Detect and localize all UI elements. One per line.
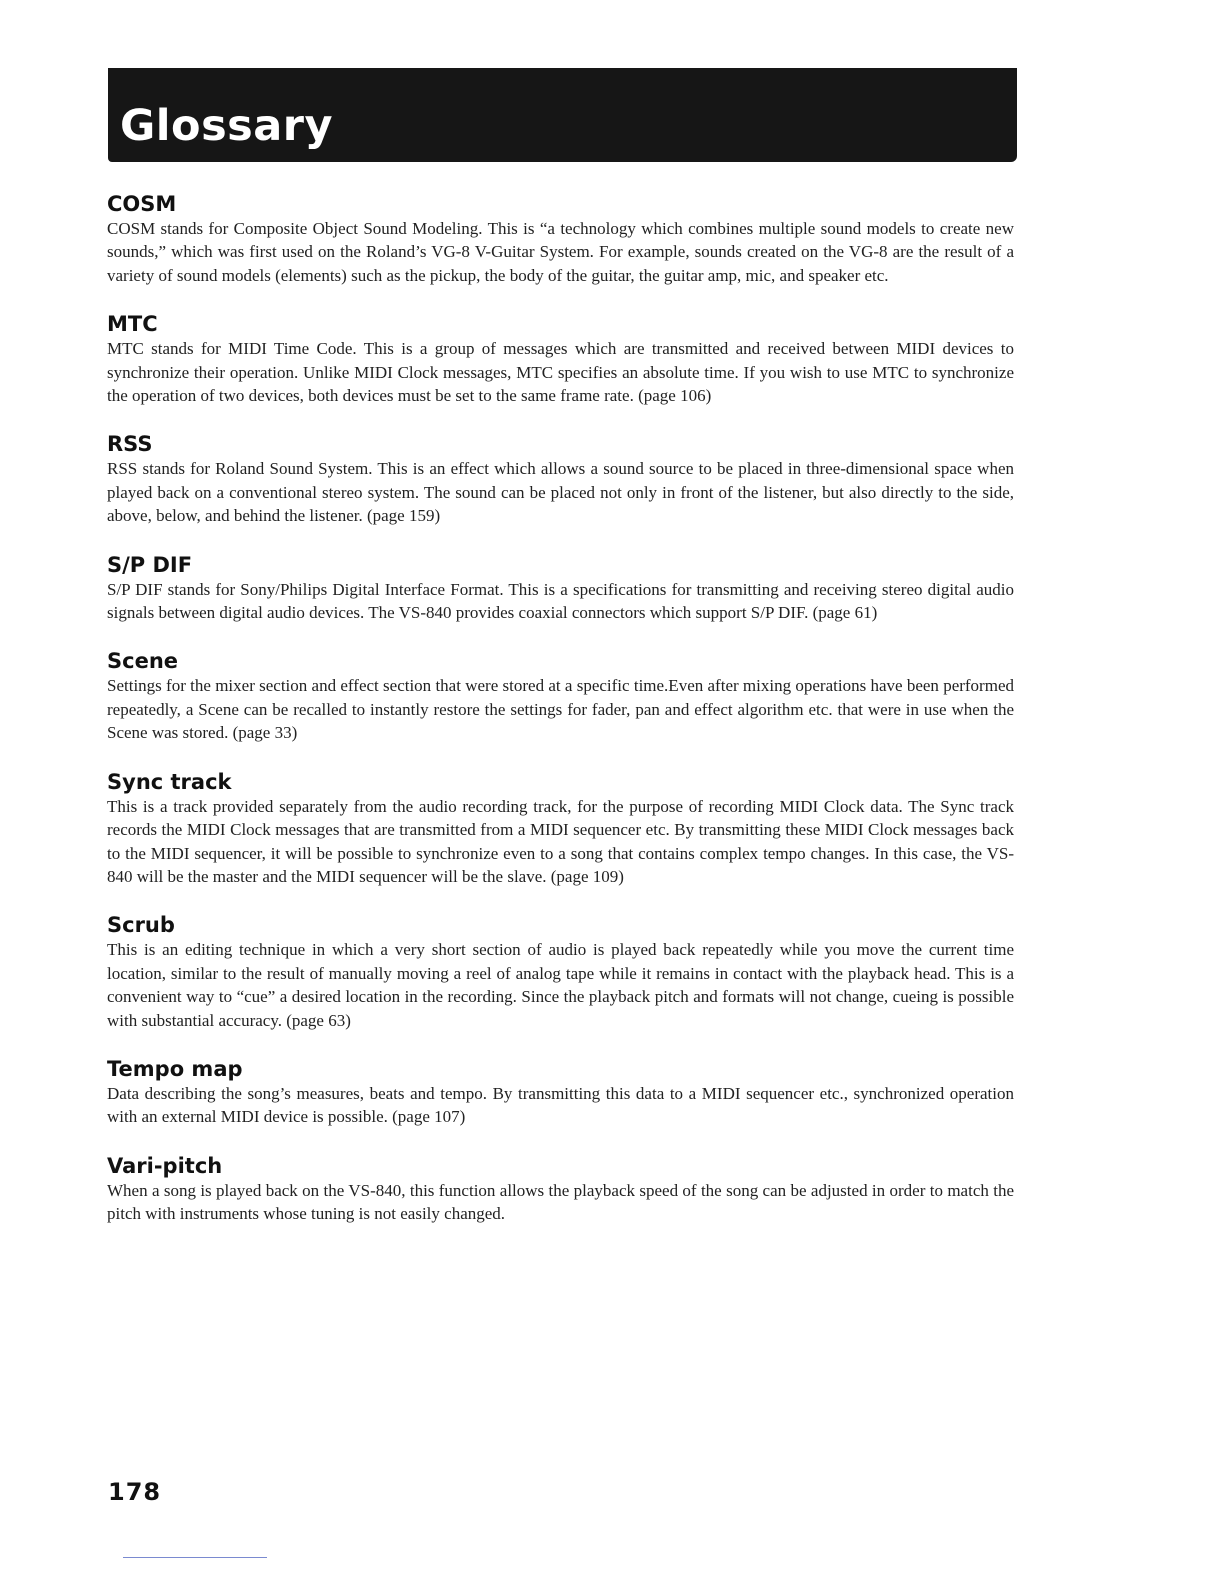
entry-definition: This is a track provided separately from the audio recording track, for the purpose of recording MIDI Clock data. The Sync track records the MIDI Clock messages that are transmitted from a MIDI sequencer etc. By transmitting these MIDI Clock messages back to the MIDI sequencer, it will be possible to synchronize even to a song that contains complex tempo changes. In this case, the VS-840 will be the master and the MIDI sequencer will be the slave. (page 109): [107, 796, 1014, 886]
glossary-entry-mtc: [107, 311, 1014, 407]
glossary-entry-rss: [107, 431, 1014, 527]
entry-definition: S/P DIF stands for Sony/Philips Digital Interface Format. This is a specifications for transmitting and receiving stereo digital audio signals between digital audio devices. The VS-840 provides coaxial connectors which support S/P DIF. (page 61): [107, 579, 1014, 623]
entry-term: Vari-pitch: [107, 1153, 223, 1178]
entry-term: COSM: [107, 192, 177, 216]
title-bar: [108, 68, 1017, 162]
glossary-entry-tempo-map: [107, 1056, 1014, 1129]
glossary-entry-cosm: [107, 191, 1014, 287]
entry-term: S/P DIF: [107, 552, 193, 577]
entry-term: Scrub: [107, 913, 175, 938]
glossary-entry-vari-pitch: [107, 1153, 1014, 1226]
entry-definition: Data describing the song’s measures, beats and tempo. By transmitting this data to a MIDI sequencer etc., synchronized operation with an external MIDI device is possible. (page 107): [107, 1083, 1014, 1127]
footer-rule: [123, 1557, 267, 1558]
entry-definition: When a song is played back on the VS-840, this function allows the playback speed of the song can be adjusted in order to match the pitch with instruments whose tuning is not easily changed.: [107, 1180, 1014, 1224]
entry-term: Tempo map: [107, 1056, 243, 1081]
glossary-entry-scene: [107, 648, 1014, 744]
entry-term: Scene: [107, 649, 179, 674]
entry-definition: This is an editing technique in which a very short section of audio is played back repeatedly while you move the current time location, similar to the result of manually moving a reel of analog tape while it remains in contact with the playback head. This is a convenient way to “cue” a desired location in the recording. Since the playback pitch and formats will not change, cueing is possible with substantial accuracy. (page 63): [107, 940, 1014, 1030]
entry-definition: Settings for the mixer section and effect section that were stored at a specific time.Even after mixing operations have been performed repeatedly, a Scene can be recalled to instantly restore the settings for fader, pan and effect algorithm etc. that were in use when the Scene was stored. (page 33): [107, 676, 1014, 743]
entry-term: RSS: [107, 432, 153, 457]
entry-definition: RSS stands for Roland Sound System. This is an effect which allows a sound source to be placed in three-dimensional space when played back on a conventional stereo system. The sound can be placed not only in front of the listener, but also directly to the side, above, below, and behind the listener. (page 159): [107, 459, 1014, 526]
entry-term: Sync track: [107, 769, 232, 794]
entry-term: MTC: [107, 312, 158, 337]
page-title: Glossary: [120, 101, 334, 151]
glossary-entry-sync-track: [107, 769, 1014, 889]
glossary-entry-spdif: [107, 552, 1014, 625]
entry-definition: COSM stands for Composite Object Sound Modeling. This is “a technology which combines multiple sound models to create new sounds,” which was first used on the Roland’s VG-8 V-Guitar System. For example, sounds created on the VG-8 are the result of a variety of sound models (elements) such as the pickup, the body of the guitar, the guitar amp, mic, and speaker etc.: [107, 219, 1014, 285]
entry-definition: MTC stands for MIDI Time Code. This is a group of messages which are transmitted and received between MIDI devices to synchronize their operation. Unlike MIDI Clock messages, MTC specifies an absolute time. If you wish to use MTC to synchronize the operation of two devices, both devices must be set to the same frame rate. (page 106): [107, 339, 1014, 406]
page-number: 178: [108, 1478, 162, 1506]
glossary-entries: [107, 191, 1014, 1226]
glossary-entry-scrub: [107, 912, 1014, 1032]
